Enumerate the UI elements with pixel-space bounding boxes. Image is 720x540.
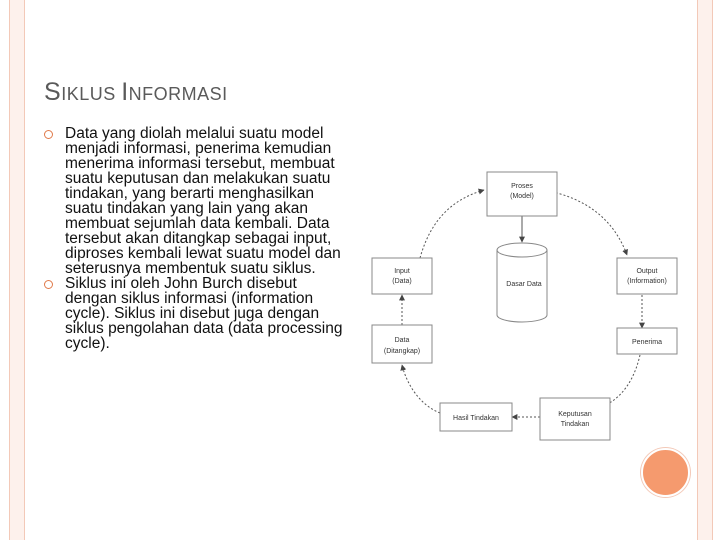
bullet-circle-icon bbox=[44, 130, 53, 139]
keputusan-box bbox=[540, 398, 610, 440]
data-label: Data bbox=[394, 337, 410, 344]
output-sublabel: (Information) bbox=[627, 278, 667, 285]
bullet-list bbox=[44, 126, 349, 351]
input-label: Input bbox=[394, 268, 410, 275]
bullet-text: Siklus ini oleh John Burch disebut dengan siklus informasi (information cycle). Siklus ini disebut juga dengan siklus pengolahan data (data processing cycle). bbox=[65, 275, 343, 352]
data-ditangkap-box bbox=[372, 325, 432, 363]
left-decorative-rule bbox=[9, 0, 25, 540]
information-cycle-diagram bbox=[362, 160, 692, 450]
hasil-tindakan-label: Hasil Tindakan bbox=[453, 415, 499, 422]
input-box bbox=[372, 258, 432, 294]
output-box bbox=[617, 258, 677, 294]
proses-label: Proses bbox=[511, 183, 533, 190]
penerima-label: Penerima bbox=[632, 339, 662, 346]
bullet-item bbox=[44, 276, 349, 351]
bullet-item bbox=[44, 126, 349, 276]
arrow-hasil-to-data bbox=[402, 365, 440, 413]
output-label: Output bbox=[636, 268, 658, 275]
dasar-data-label: Dasar Data bbox=[506, 281, 542, 288]
accent-circle bbox=[641, 448, 690, 497]
keputusan-sublabel: Tindakan bbox=[560, 421, 590, 428]
arrow-input-to-proses bbox=[420, 190, 484, 258]
proses-sublabel: (Model) bbox=[510, 193, 534, 200]
right-decorative-rule bbox=[697, 0, 713, 540]
slide-title: SIKLUS INFORMASI bbox=[44, 78, 228, 106]
bullet-circle-icon bbox=[44, 280, 53, 289]
input-sublabel: (Data) bbox=[392, 278, 412, 285]
data-sublabel: (Ditangkap) bbox=[383, 348, 421, 355]
bullet-text: Data yang diolah melalui suatu model menjadi informasi, penerima kemudian menerima informasi tersebut, membuat suatu keputusan dan melakukan suatu tindakan, yang berarti menghasilkan suatu tindakan yang lain yang akan membuat sejumlah data kembali. Data tersebut akan ditangkap sebagai input, diproses kembali lewat suatu model dan seterusnya membentuk suatu siklus. bbox=[65, 125, 341, 277]
keputusan-label: Keputusan bbox=[558, 411, 592, 418]
